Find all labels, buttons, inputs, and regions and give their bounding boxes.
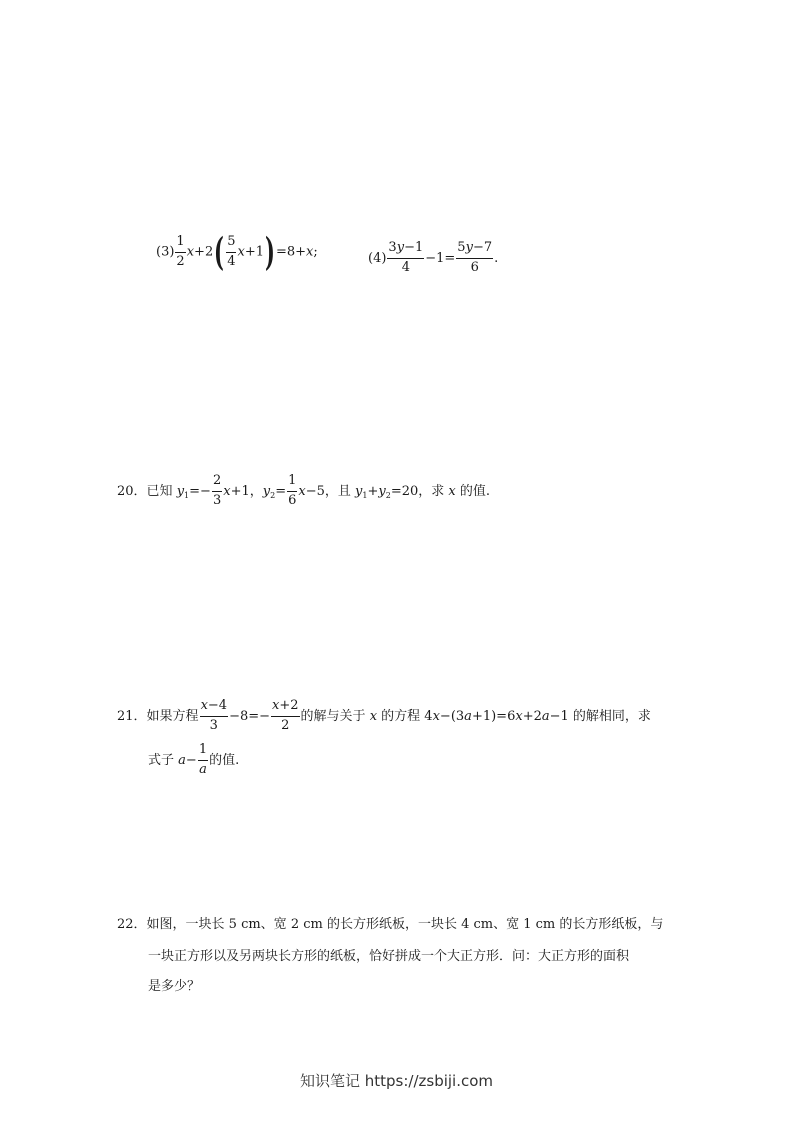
fraction: $\frac{x+2}{2}$ xyxy=(272,698,299,733)
fraction: $\frac{5}{4}$ xyxy=(227,233,236,269)
question-21-continuation: 式子 a− $\frac{1}{a}$ 的值. xyxy=(148,742,240,777)
fraction: $\frac{1}{2}$ xyxy=(176,233,185,269)
equation-3-label: (3) xyxy=(156,244,175,260)
fraction: $\frac{x-4}{3}$ xyxy=(200,698,228,733)
question-22-line-2: 一块正方形以及另两块长方形的纸板，恰好拼成一个大正方形．问：大正方形的面积 xyxy=(148,949,630,964)
equation-4: (4) $\frac{3y-1}{4}$ −1= $\frac{5y-7}{6}$ . xyxy=(368,240,499,275)
fraction: $\frac{5y-7}{6}$ xyxy=(457,240,493,275)
equation-4-label: (4) xyxy=(368,250,387,266)
footer-watermark: 知识笔记 https://zsbiji.com xyxy=(299,1072,494,1090)
fraction: $\frac{2}{3}$ xyxy=(212,473,222,508)
left-paren: ( xyxy=(214,229,225,274)
question-number: 21． xyxy=(117,708,147,724)
fraction: $\frac{1}{6}$ xyxy=(288,473,297,508)
question-21: 21．如果方程 $\frac{x-4}{3}$ −8=− $\frac{x+2}{2}$ 的解与关于 x 的方程 4x−(3a+1)=6x+2a−1 的解相同，求 xyxy=(117,698,651,733)
question-number: 20． xyxy=(117,483,147,499)
question-22-line-1: 22．如图，一块长 5 cm、宽 2 cm 的长方形纸板，一块长 4 cm、宽 1 cm 的长方形纸板，与 xyxy=(117,917,664,932)
fraction: $\frac{1}{a}$ xyxy=(198,742,208,777)
fraction: $\frac{3y-1}{4}$ xyxy=(388,240,424,275)
equation-3: (3) $\frac{1}{2}$ x+2( $\frac{5}{4}$ x+1)=8+x; xyxy=(156,229,318,274)
right-paren: ) xyxy=(265,229,275,274)
question-22-line-3: 是多少？ xyxy=(148,979,201,994)
question-20: 20．已知 $y_1=-$ $\frac{2}{3}$ x+1，$y_2=$ $\frac{1}{6}$ x−5，且 $y_1+y_2=20$，求 x 的值. xyxy=(117,473,491,508)
